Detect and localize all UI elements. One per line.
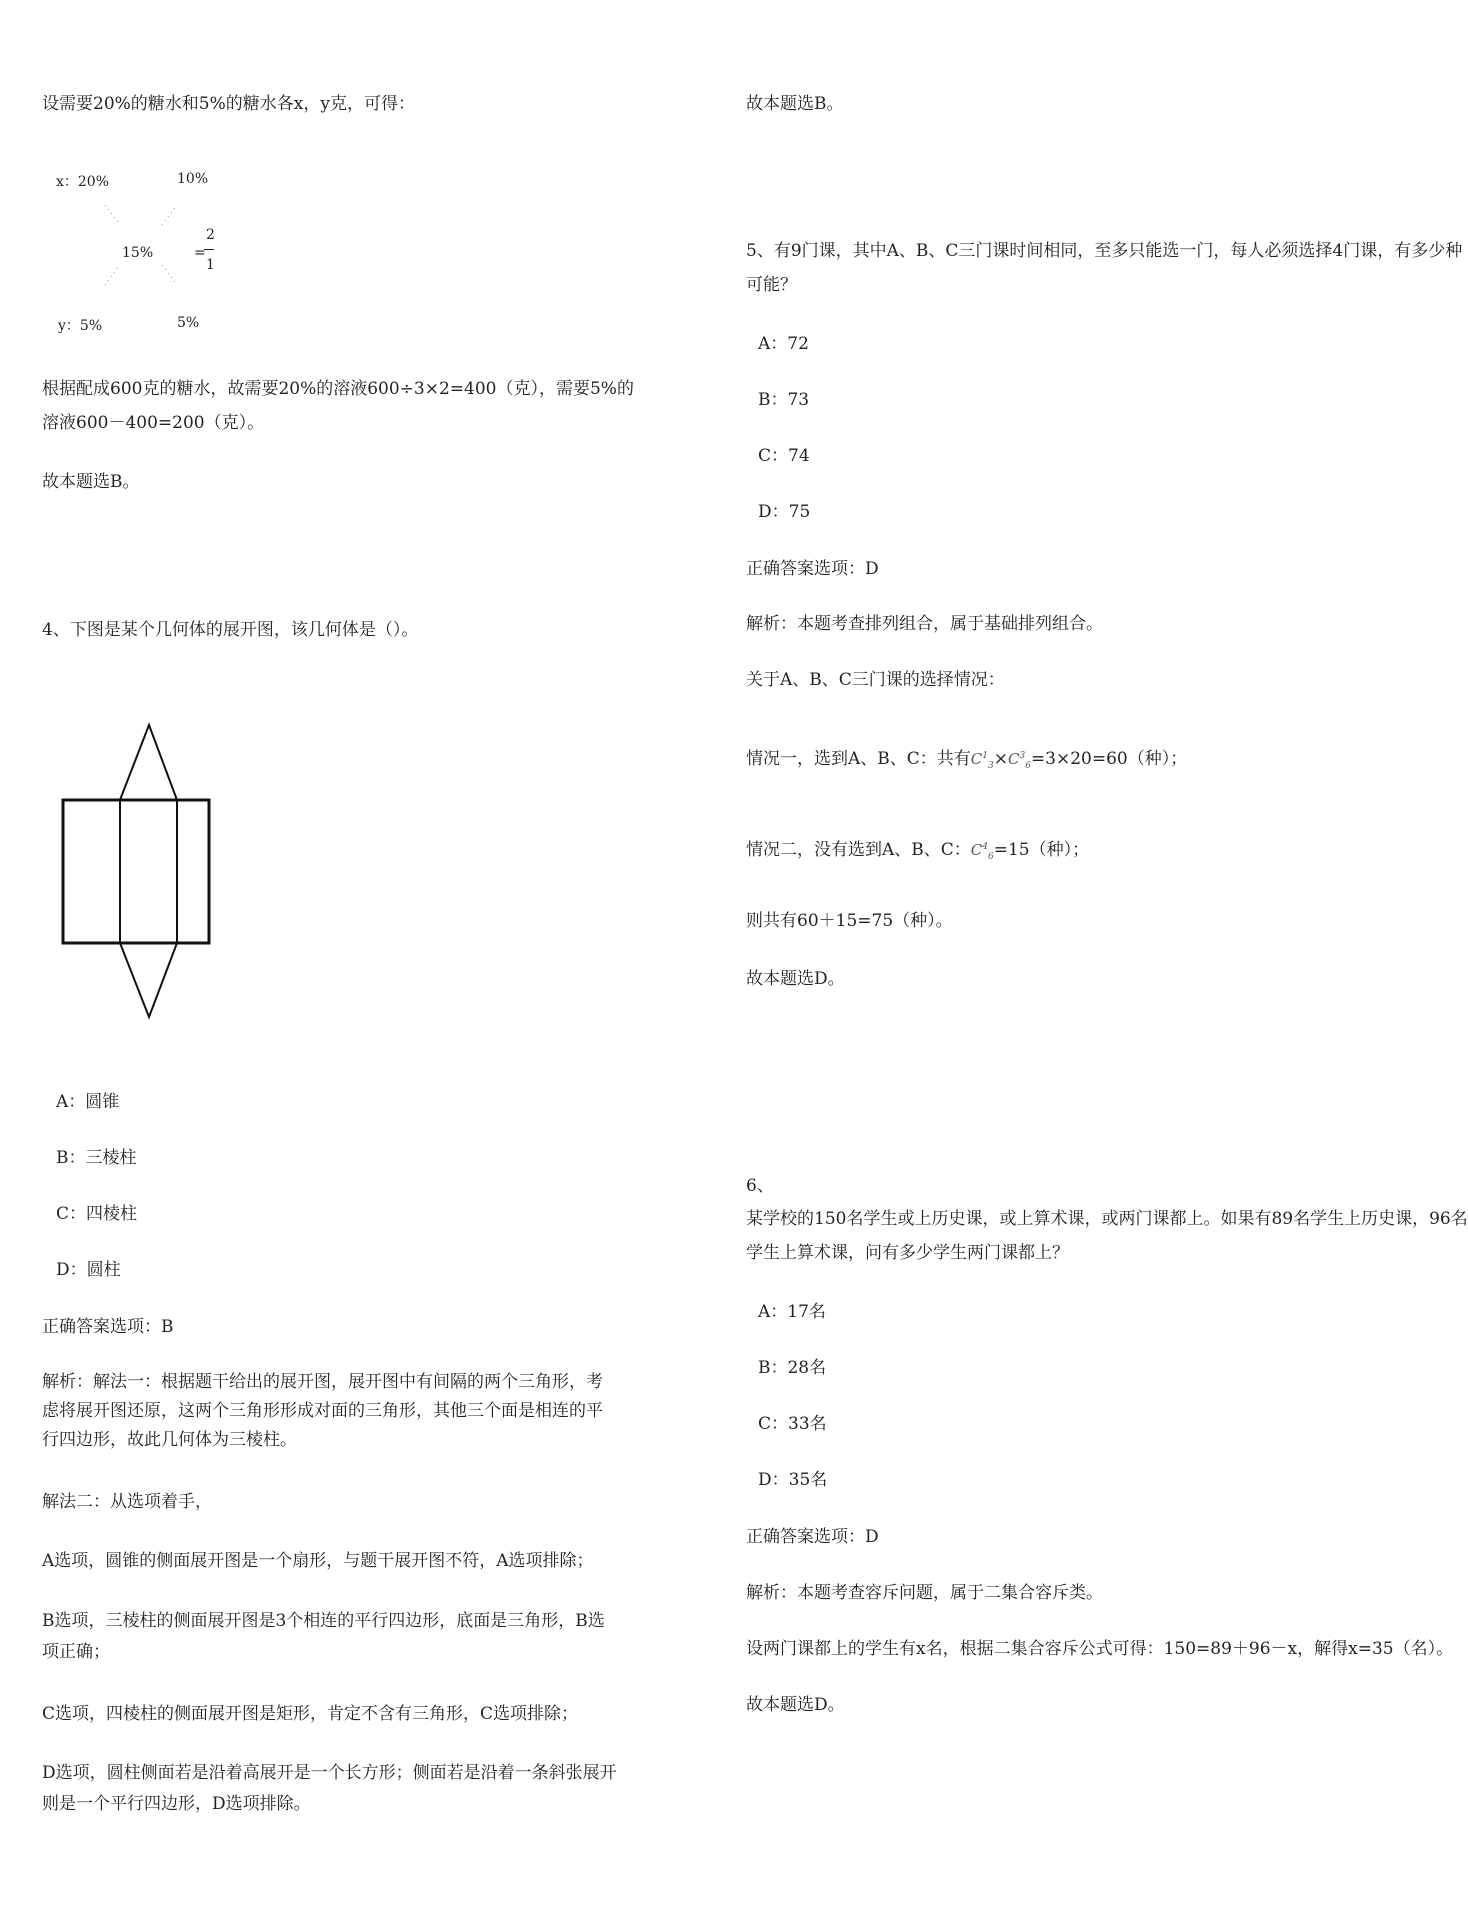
ratio-numerator: 2 <box>206 227 215 243</box>
q6-number: 6、 <box>746 1176 774 1196</box>
q6-analysis: 解析：本题考查容斥问题，属于二集合容斥类。 <box>746 1583 1103 1603</box>
q5-case-2 <box>746 836 1089 868</box>
q5-option-d: D：75 <box>758 502 811 522</box>
combination-c-4-6: $C^4_6$ <box>970 841 994 862</box>
ratio-bar <box>204 249 214 250</box>
q4-conclusion: 故本题选B。 <box>746 94 844 114</box>
q4-option-c: C：四棱柱 <box>56 1204 138 1224</box>
q6-option-d: D：35名 <box>758 1470 828 1490</box>
comb-sub: 6 <box>1025 761 1031 771</box>
q6-answer: 正确答案选项：D <box>746 1527 879 1547</box>
q4-question: 4、下图是某个几何体的展开图，该几何体是（）。 <box>42 620 419 640</box>
q4-option-a: A：圆锥 <box>56 1092 120 1112</box>
q5-case-1 <box>746 745 1187 777</box>
q5-question-line-2: 可能？ <box>746 275 797 295</box>
q4-analysis-line-1: 解析：解法一：根据题干给出的展开图，展开图中有间隔的两个三角形，考 <box>42 1372 603 1392</box>
q5-total: 则共有60＋15=75（种）。 <box>746 911 953 931</box>
cross-center: 15% <box>122 245 154 261</box>
case-1-prefix: 情况一，选到A、B、C：共有 <box>746 749 971 769</box>
net-top-triangle <box>120 725 177 800</box>
cross-bottom-right: 5% <box>177 315 200 331</box>
comb-sup: 1 <box>982 751 988 761</box>
cross-ratio-diagram <box>42 165 215 340</box>
q4-option-a-note: A选项，圆锥的侧面展开图是一个扇形，与题干展开图不符，A选项排除； <box>42 1551 594 1571</box>
q5-option-b: B：73 <box>758 390 810 410</box>
cross-top-left: x：20% <box>56 174 110 190</box>
net-bottom-triangle <box>120 943 177 1017</box>
combination-c-1-3: $C^1_3$ <box>970 750 994 771</box>
q4-option-c-note: C选项，四棱柱的侧面展开图是矩形，肯定不含有三角形，C选项排除； <box>42 1704 579 1724</box>
q4-method-2: 解法二：从选项着手， <box>42 1492 212 1512</box>
case-2-suffix: =15（种）； <box>993 840 1090 860</box>
comb-sub: 3 <box>988 761 994 771</box>
q6-option-a: A：17名 <box>758 1302 826 1322</box>
q4-analysis-line-2: 虑将展开图还原，这两个三角形形成对面的三角形，其他三个面是相连的平 <box>42 1401 603 1421</box>
q4-option-d-note-2: 则是一个平行四边形，D选项排除。 <box>42 1794 311 1814</box>
comb-sup: 3 <box>1019 751 1026 761</box>
cross-top-right: 10% <box>177 171 209 187</box>
intro-text: 设需要20%的糖水和5%的糖水各x，y克，可得： <box>42 94 415 114</box>
q3-conclusion: 故本题选B。 <box>42 472 140 492</box>
q6-conclusion: 故本题选D。 <box>746 1695 845 1715</box>
q4-option-d: D：圆柱 <box>56 1260 121 1280</box>
times-sign: × <box>993 749 1008 769</box>
q4-option-b-note-2: 项正确； <box>42 1642 110 1662</box>
q4-option-b-note-1: B选项，三棱柱的侧面展开图是3个相连的平行四边形，底面是三角形，B选 <box>42 1611 605 1631</box>
q5-question-line-1: 5、有9门课，其中A、B、C三门课时间相同，至多只能选一门，每人必须选择4门课，有多少种 <box>746 241 1463 261</box>
calc-line-2: 溶液600－400=200（克）。 <box>42 413 265 433</box>
q5-about: 关于A、B、C三门课的选择情况： <box>746 670 1005 690</box>
q4-option-b: B：三棱柱 <box>56 1148 137 1168</box>
q6-question-line-2: 学生上算术课，问有多少学生两门课都上？ <box>746 1243 1069 1263</box>
q5-answer: 正确答案选项：D <box>746 559 879 579</box>
q4-answer: 正确答案选项：B <box>42 1317 174 1337</box>
case-1-suffix: =3×20=60（种）； <box>1030 749 1188 769</box>
q6-solution: 设两门课都上的学生有x名，根据二集合容斥公式可得：150=89＋96－x，解得x=35（名）。 <box>746 1639 1454 1659</box>
q5-option-c: C：74 <box>758 446 810 466</box>
q4-analysis-line-3: 行四边形，故此几何体为三棱柱。 <box>42 1430 297 1450</box>
ratio-denominator: 1 <box>206 257 215 273</box>
q5-conclusion: 故本题选D。 <box>746 969 845 989</box>
calc-line-1: 根据配成600克的糖水，故需要20%的溶液600÷3×2=400（克），需要5%的 <box>42 379 634 399</box>
q6-option-c: C：33名 <box>758 1414 827 1434</box>
q6-question-line-1: 某学校的150名学生或上历史课，或上算术课，或两门课都上。如果有89名学生上历史课，96名 <box>746 1209 1468 1229</box>
case-2-prefix: 情况二，没有选到A、B、C： <box>746 840 971 860</box>
q5-analysis: 解析：本题考查排列组合，属于基础排列组合。 <box>746 614 1103 634</box>
q6-option-b: B：28名 <box>758 1358 827 1378</box>
comb-sup: 4 <box>982 842 988 852</box>
net-rectangle <box>63 800 209 943</box>
comb-sub: 6 <box>988 852 994 862</box>
q4-option-d-note-1: D选项，圆柱侧面若是沿着高展开是一个长方形；侧面若是沿着一条斜张展开 <box>42 1763 617 1783</box>
combination-c-3-6: $C^3_6$ <box>1007 750 1031 771</box>
ratio-equals: = <box>194 245 206 261</box>
q5-option-a: A：72 <box>758 334 809 354</box>
cross-bottom-left: y：5% <box>58 318 103 334</box>
triangular-prism-net-figure <box>60 720 220 1020</box>
